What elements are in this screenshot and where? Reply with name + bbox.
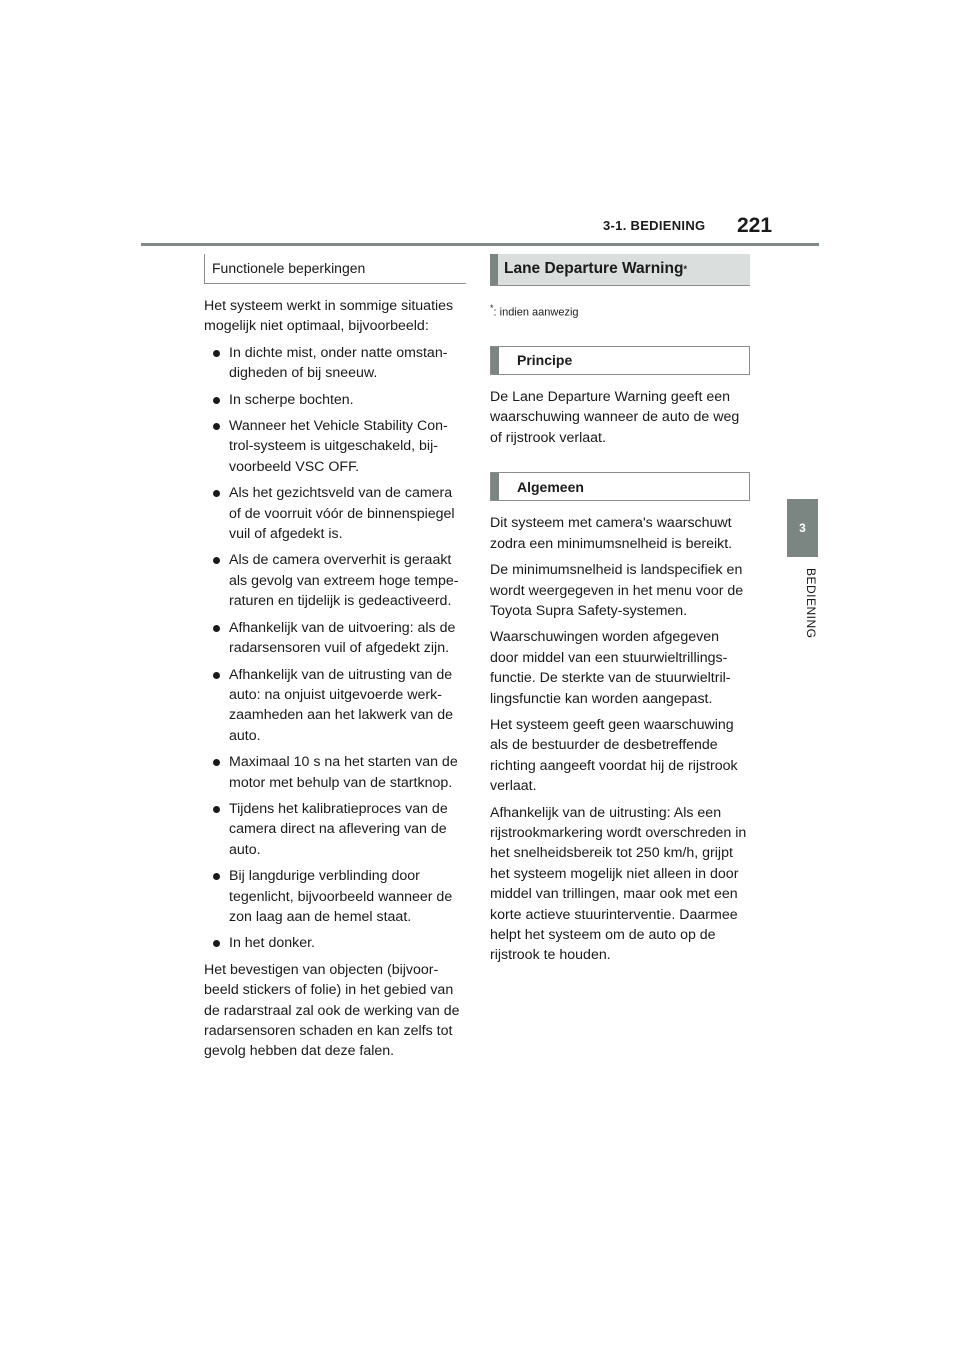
principe-paragraph: De Lane Departure Warning geeft een waarschuwing wanneer de auto de weg of rijstrook verlaat. [490,389,740,446]
algemeen-paragraph: De minimumsnelheid is landspecifiek en wordt weergegeven in het menu voor de Toyota Supra Safety-systemen. [490,562,744,619]
bullet-icon [213,557,220,564]
list-item: Bij langdurige verblinding door tegenlicht, bijvoorbeeld wanneer de zon laag aan de hemel staat. [204,866,466,927]
list-item: Als de camera oververhit is geraakt als gevolg van extreem hoge tempe-raturen en tijdelijk is gedeactiveerd. [204,550,466,611]
list-item: In dichte mist, onder natte omstan-digheden of bij sneeuw. [204,343,466,384]
list-item: Tijdens het kalibratieproces van de camera direct na aflevering van de auto. [204,799,466,860]
bullet-icon [213,759,220,766]
subheading-principe [490,346,750,375]
bullet-icon [213,873,220,880]
list-item: Als het gezichtsveld van de camera of de voorruit vóór de binnenspiegel vuil of afgedekt is. [204,483,466,544]
bullet-icon [213,490,220,497]
chapter-tab: 3 [787,499,818,557]
left-column [204,254,466,1068]
right-column [490,254,750,972]
list-item: In scherpe bochten. [204,390,466,410]
section-title: 3-1. BEDIENING [603,218,706,233]
header-divider [141,243,819,246]
page-number: 221 [737,214,773,237]
list-item: In het donker. [204,933,466,953]
heading-accent-bar [491,347,499,374]
algemeen-paragraph: Dit systeem met camera's waarschuwt zodra een minimumsnelheid is bereikt. [490,515,733,552]
heading-text: Algemeen [517,478,584,495]
limitations-list [204,343,466,954]
bullet-icon [213,940,220,947]
subheading-algemeen [490,472,750,501]
algemeen-paragraph: Waarschuwingen worden afgegeven door middel van een stuurwieltrillings-functie. De sterkte van de stuurwieltril-lingsfunctie kan worden aangepast. [490,629,731,707]
algemeen-paragraph: Het systeem geeft geen waarschuwing als de bestuurder de desbetreffende richting aangeeft voordat hij de rijstrook verlaat. [490,716,738,795]
list-item: Afhankelijk van de uitvoering: als de radarsensoren vuil of afgedekt zijn. [204,618,466,659]
bullet-icon [213,350,220,357]
intro-paragraph: Het systeem werkt in sommige situaties mogelijk niet optimaal, bijvoorbeeld: [204,298,454,335]
list-item: Wanneer het Vehicle Stability Con-trol-systeem is uitgeschakeld, bij-voorbeeld VSC OFF. [204,416,466,477]
algemeen-paragraph: Afhankelijk van de uitrusting: Als een rijstrookmarkering wordt overschreden in het snelheidsbereik tot 250 km/h, grijpt het systeem mogelijk niet alleen in door middel van trillingen, maar ook met een korte actieve stuurinterventie. Daarmee helpt het systeem om de auto op de rijstrook te houden. [490,804,747,964]
bullet-icon [213,625,220,632]
heading-text: Principe [517,352,573,369]
bullet-icon [213,423,220,430]
optional-equipment-mark: * [683,264,687,275]
heading-accent-bar [490,254,498,285]
section-heading-lane-departure-warning [490,254,750,286]
footnote: *: indien aanwezig [490,303,579,319]
list-item: Maximaal 10 s na het starten van de motor met behulp van de startknop. [204,752,466,793]
bullet-icon [213,806,220,813]
section-heading-functionele-beperkingen [204,254,466,284]
bullet-icon [213,397,220,404]
heading-text: Lane Departure Warning [504,260,684,278]
chapter-label: BEDIENING [804,568,818,639]
list-item: Afhankelijk van de uitrusting van de auto: na onjuist uitgevoerde werk-zaamheden aan het lakwerk van de auto. [204,665,466,747]
bullet-icon [213,672,220,679]
closing-paragraph: Het bevestigen van objecten (bijvoor-beeld stickers of folie) in het gebied van de radarstraal zal ook de werking van de radarsensoren schaden en kan zelfs tot gevolg hebben dat deze falen. [204,961,460,1060]
heading-text: Functionele beperkingen [212,260,366,277]
heading-accent-bar [491,473,499,500]
